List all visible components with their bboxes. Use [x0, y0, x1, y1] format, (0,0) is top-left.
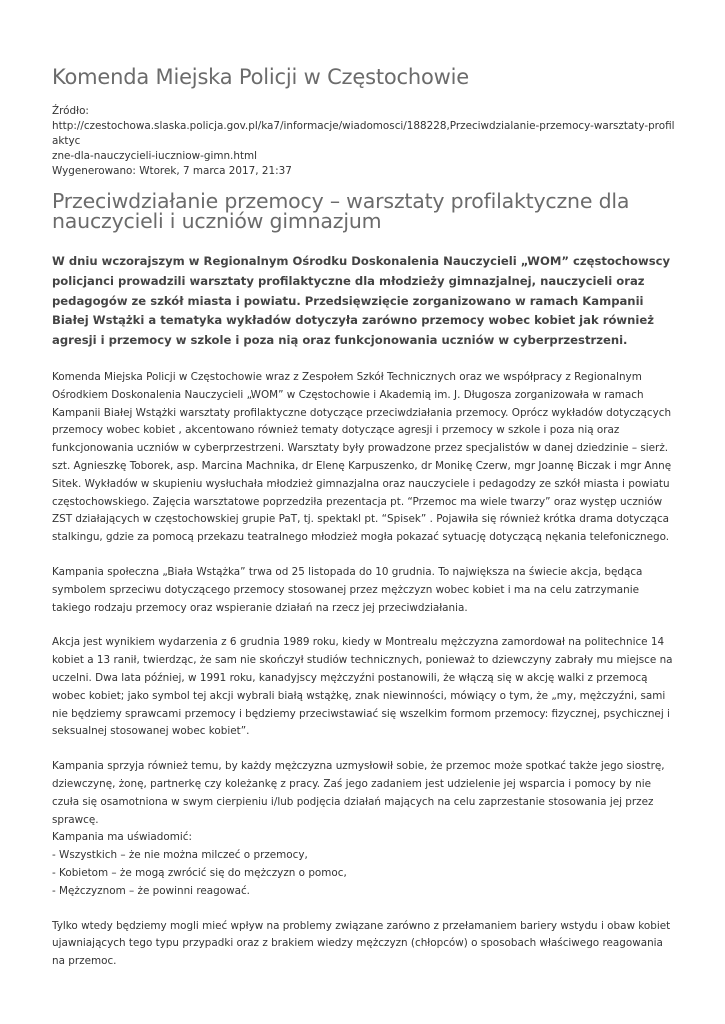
paragraph-3	[52, 634, 677, 741]
paragraph-1	[52, 369, 677, 547]
site-title: Komenda Miejska Policji w Częstochowie	[52, 65, 469, 89]
article-lead: W dniu wczorajszym w Regionalnym Ośrodku Doskonalenia Nauczycieli „WOM” częstochowscy policjanci prowadzili warsztaty profilaktyczne dla młodzieży gimnazjalnej, nauczycieli oraz pedagogów ze szkół miasta i powiatu. Przedsięwzięcie zorganizowano w ramach Kampanii Białej Wstążki a tematyka wykładów dotyczyła zarówno przemocy wobec kobiet jak również agresji i przemocy w szkole i poza nią oraz funkcjonowania uczniów w cyberprzestrzeni.	[52, 254, 671, 348]
paragraph-1-text: Komenda Miejska Policji w Częstochowie wraz z Zespołem Szkół Technicznych oraz we współpracy z Regionalnym Ośrodkiem Doskonalenia Nauczycieli „WOM” w Częstochowie i Akademią im. J. Długosza zorganizowała w ramach Kampanii Białej Wstążki warsztaty profilaktyczne dotyczące przeciwdziałania przemocy. Oprócz wykładów dotyczących przemocy wobec kobiet , akcentowano również tematy dotyczące agresji i przemocy w szkole i poza nią oraz funkcjonowania uczniów w cyberprzestrzeni. Warsztaty były prowadzone przez specjalistów w danej dziedzinie – sierż. szt. Agnieszkę Toborek, asp. Marcina Machnika, dr Elenę Karpuszenko, dr Monikę Czerw, mgr Joannę Biczak i mgr Annę Sitek. Wykładów w skupieniu wysłuchała młodzież gimnazjalna oraz nauczyciele i pedagodzy ze szkół miasta i powiatu częstochowskiego. Zajęcia warsztatowe poprzedziła prezentacja pt. “Przemoc ma wiele twarzy” oraz występ uczniów ZST działających w częstochowskiej grupie PaT, tj. spektakl pt. “Spisek” . Pojawiła się również krótka drama dotycząca stalkingu, gdzie za pomocą przekazu teatralnego młodzież mogła pokazać sytuację dotyczącą nękania telefonicznego.	[52, 370, 672, 544]
paragraph-4-text: Kampania sprzyja również temu, by każdy mężczyzna uzmysłowił sobie, że przemoc może spotkać także jego siostrę, dziewczynę, żonę, partnerkę czy koleżankę z pracy. Zaś jego zadaniem jest udzielenie jej wsparcia i pomocy by nie czuła się osamotniona w swym cierpieniu i/lub podjęcia działań mających na celu zaprzestanie stosowania jej przez sprawcę.	[52, 760, 665, 826]
generated-date: Wygenerowano: Wtorek, 7 marca 2017, 21:37	[52, 165, 292, 177]
paragraph-2	[52, 564, 677, 617]
article-title: Przeciwdziałanie przemocy – warsztaty profilaktyczne dla nauczycieli i uczniów gimnazjum	[52, 189, 630, 233]
source-label: Źródło:	[52, 105, 89, 117]
source-meta	[52, 104, 677, 179]
list-item: - Mężczyznom – że powinni reagować.	[52, 884, 250, 897]
source-url-line-1[interactable]: http://czestochowa.slaska.policja.gov.pl/ka7/informacje/wiadomosci/188228,Przeciwdzialanie-przemocy-warsztaty-profilaktyc	[52, 120, 675, 147]
list-item: - Wszystkich – że nie można milczeć o przemocy,	[52, 849, 308, 862]
paragraph-5	[52, 918, 677, 971]
source-url-line-2[interactable]: zne-dla-nauczycieli-iuczniow-gimn.html	[52, 150, 258, 162]
paragraph-3-text: Akcja jest wynikiem wydarzenia z 6 grudnia 1989 roku, kiedy w Montrealu mężczyzna zamordował na politechnice 14 kobiet a 13 ranił, twierdząc, że sam nie skończył studiów technicznych, ponieważ to dziewczyny zabrały mu miejsce na uczelni. Dwa lata później, w 1991 roku, kanadyjscy mężczyźni postanowili, że włączą się w akcję walki z przemocą wobec kobiet; jako symbol tej akcji wybrali białą wstążkę, znak niewinności, mówiący o tym, że „my, mężczyźni, sami nie będziemy sprawcami przemocy i będziemy przeciwstawiać się wszelkim formom przemocy: fizycznej, psychicznej i seksualnej stosowanej wobec kobiet”.	[52, 636, 673, 738]
paragraph-2-text: Kampania społeczna „Biała Wstążka” trwa od 25 listopada do 10 grudnia. To największa na świecie akcja, będąca symbolem sprzeciwu dotyczącego przemocy stosowanej przez mężczyzn wobec kobiet i ma na celu zatrzymanie takiego rodzaju przemocy oraz wspieranie działań na rzecz jej przeciwdziałania.	[52, 565, 643, 614]
list-item: - Kobietom – że mogą zwrócić się do mężczyzn o pomoc,	[52, 866, 347, 879]
source-url[interactable]	[52, 119, 677, 164]
list-intro: Kampania ma uświadomić:	[52, 831, 192, 844]
paragraph-5-text: Tylko wtedy będziemy mogli mieć wpływ na problemy związane zarówno z przełamaniem bariery wstydu i obaw kobiet ujawniających tego typu przypadki oraz z brakiem wiedzy mężczyzn (chłopców) o sposobach właściwego reagowania na przemoc.	[52, 919, 671, 968]
paragraph-4	[52, 758, 677, 900]
document-page	[52, 64, 677, 988]
